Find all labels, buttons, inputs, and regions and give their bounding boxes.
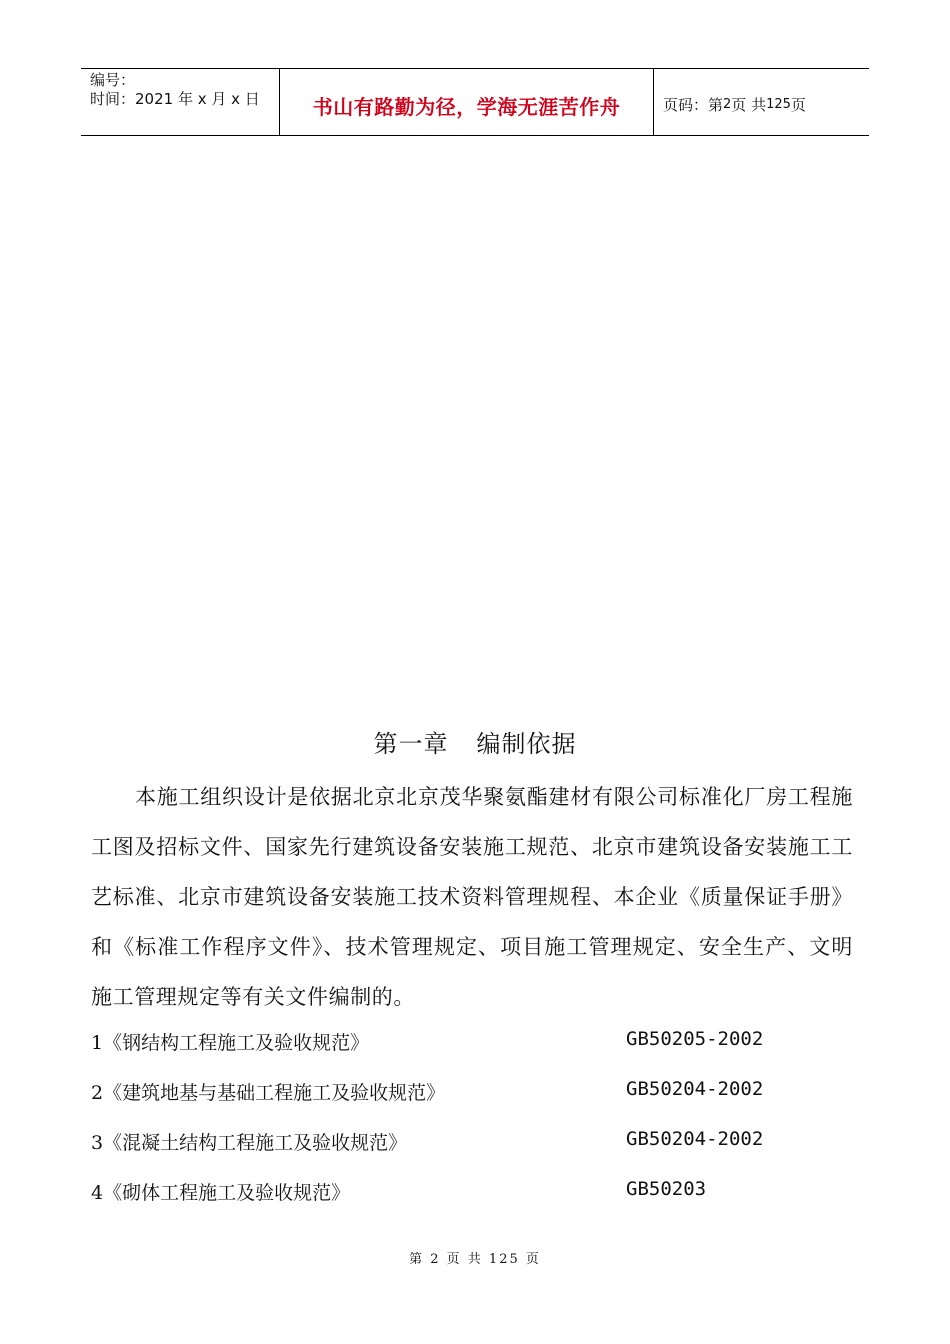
page-footer: 第 2 页 共 125 页 — [409, 1252, 541, 1267]
standard-name: 3《混凝土结构工程施工及验收规范》 — [91, 1132, 408, 1154]
page-suffix: 页 — [790, 95, 806, 114]
page-header — [81, 68, 869, 136]
standard-item — [91, 1028, 871, 1058]
page-total: 125 — [766, 96, 791, 112]
standard-code: GB50204-2002 — [626, 1128, 764, 1150]
chapter-title: 编制依据 — [476, 730, 577, 758]
standard-code: GB50205-2002 — [626, 1028, 764, 1050]
header-meta — [81, 69, 280, 135]
standard-item — [91, 1178, 871, 1208]
standard-item — [91, 1128, 871, 1158]
time-label: 时间：2021 年 x 月 x 日 — [90, 90, 260, 108]
body-paragraph: 本施工组织设计是依据北京北京茂华聚氨酯建材有限公司标准化厂房工程施工图及招标文件、国家先行建筑设备安装施工规范、北京市建筑设备安装施工工艺标准、北京市建筑设备安装施工技术资料管理规程、本企业《质量保证手册》和《标准工作程序文件》、技术管理规定、项目施工管理规定、安全生产、文明施工管理规定等有关文件编制的。 — [91, 785, 853, 1009]
standard-code: GB50203 — [626, 1178, 707, 1200]
standard-name: 1《钢结构工程施工及验收规范》 — [91, 1032, 370, 1054]
number-label: 编号： — [90, 71, 136, 89]
standard-name: 2《建筑地基与基础工程施工及验收规范》 — [91, 1082, 446, 1104]
page-current: 2 — [723, 96, 732, 112]
header-motto: 书山有路勤为径，学海无涯苦作舟 — [280, 69, 654, 135]
standard-item — [91, 1078, 871, 1108]
page-prefix: 页码：第 — [663, 95, 724, 114]
standard-code: GB50204-2002 — [626, 1078, 764, 1100]
standard-name: 4《砌体工程施工及验收规范》 — [91, 1182, 351, 1204]
header-page-info — [654, 69, 869, 135]
chapter-heading — [0, 724, 950, 759]
page-mid: 页 共 — [731, 95, 767, 114]
chapter-number: 第一章 — [373, 730, 449, 758]
